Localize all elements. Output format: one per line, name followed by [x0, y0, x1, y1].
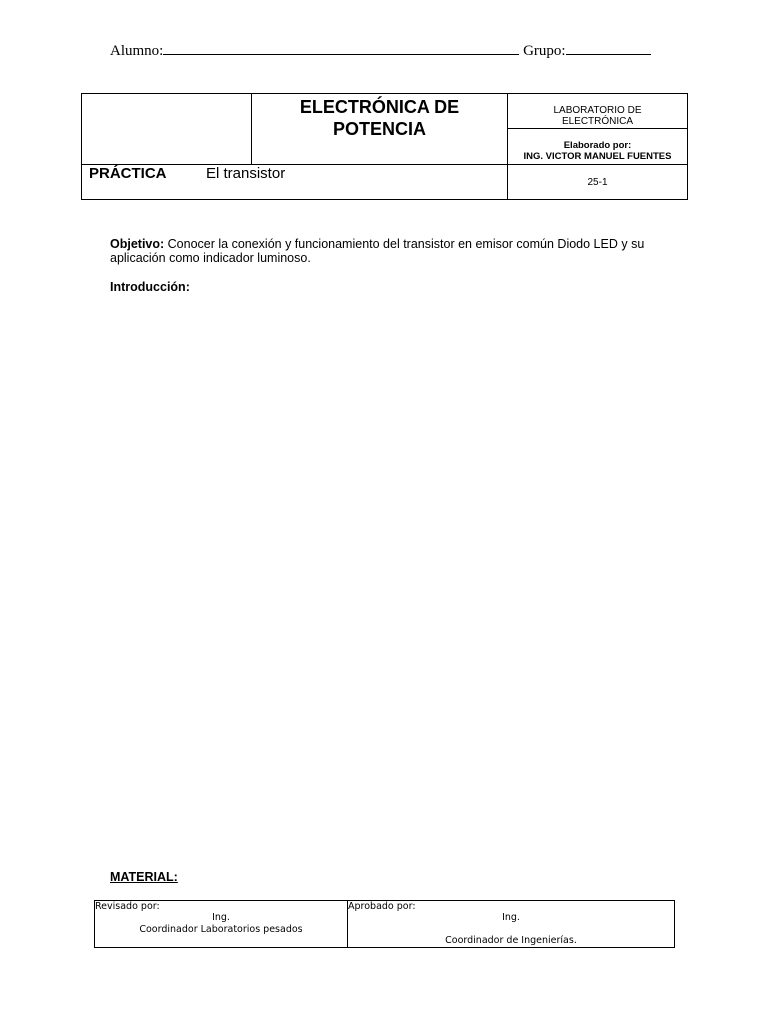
- course-title-line1: ELECTRÓNICA DE: [299, 97, 460, 117]
- signoff-table: [94, 900, 675, 948]
- approved-cell: [348, 901, 675, 948]
- reviewed-role: Coordinador Laboratorios pesados: [139, 924, 303, 935]
- lab-line1: LABORATORIO DE: [553, 105, 642, 116]
- material-heading: MATERIAL:: [110, 870, 178, 884]
- logo-cell: [82, 94, 252, 165]
- author-label: Elaborado por:: [563, 140, 632, 151]
- reviewed-label: Revisado por:: [95, 901, 160, 912]
- objective-text: Conocer la conexión y funcionamiento del transistor en emisor común Diodo LED y su aplicación como indicador luminoso.: [110, 237, 645, 265]
- approved-label: Aprobado por:: [348, 901, 416, 912]
- student-info-line: [110, 40, 670, 60]
- course-title-line2: POTENCIA: [332, 119, 426, 139]
- alumno-label: Alumno:: [110, 43, 164, 59]
- grupo-blank[interactable]: [566, 40, 651, 55]
- objective-label: Objetivo:: [110, 237, 165, 251]
- practice-label: PRÁCTICA: [89, 165, 167, 182]
- author-cell: [508, 129, 688, 165]
- objective-paragraph: [110, 238, 660, 265]
- approved-ing: Ing.: [502, 912, 520, 923]
- alumno-blank[interactable]: [163, 40, 519, 55]
- reviewed-ing: Ing.: [212, 912, 230, 923]
- practice-code: 25-1: [508, 165, 688, 200]
- practice-name: El transistor: [206, 165, 286, 182]
- course-title: [252, 94, 508, 165]
- introduction-heading: Introducción:: [110, 280, 190, 294]
- lab-name-cell: [508, 94, 688, 129]
- approved-role: Coordinador de Ingenierías.: [445, 935, 577, 946]
- grupo-label: Grupo:: [523, 43, 566, 59]
- reviewed-cell: [95, 901, 348, 948]
- author-name: ING. VICTOR MANUEL FUENTES: [523, 151, 672, 162]
- lab-line2: ELECTRÓNICA: [561, 116, 634, 127]
- header-table: [81, 93, 688, 200]
- practice-cell: [82, 165, 508, 200]
